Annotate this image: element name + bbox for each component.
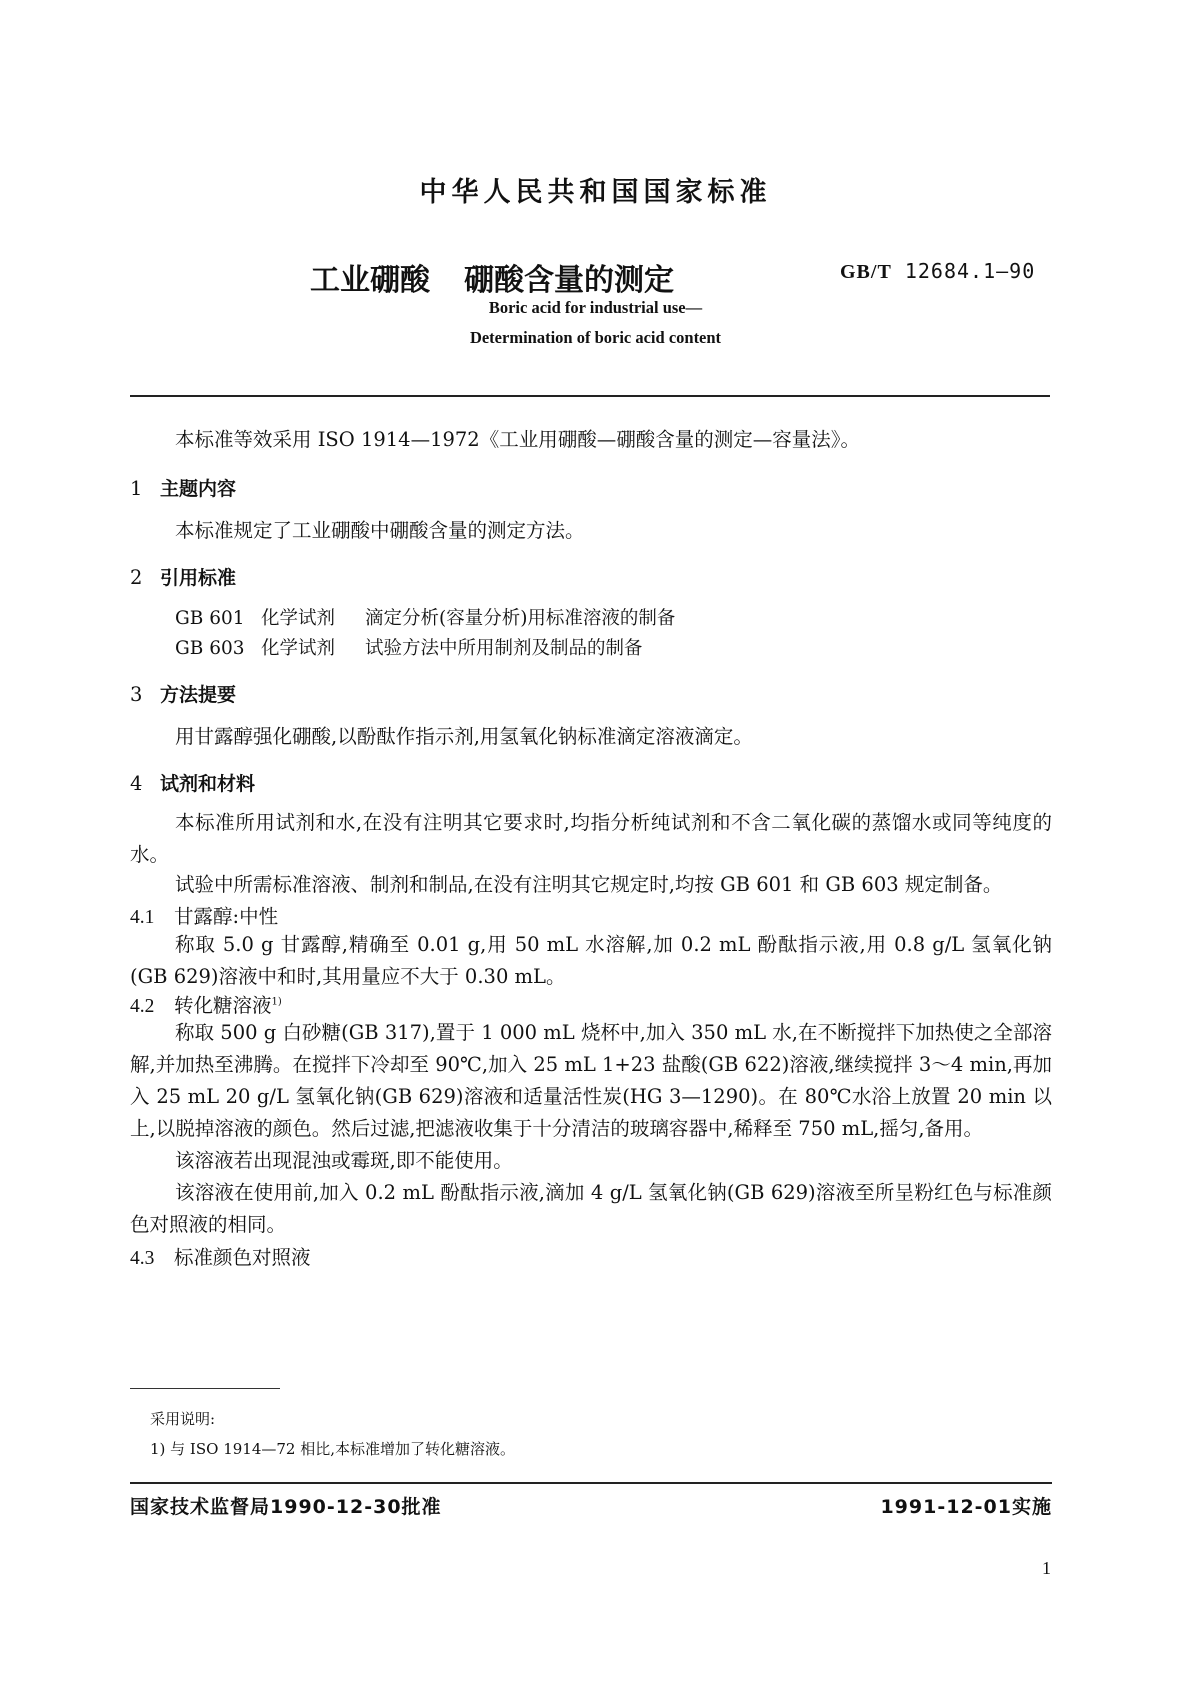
english-title-line-2: Determination of boric acid content bbox=[469, 328, 722, 347]
section-1-body: 本标准规定了工业硼酸中硼酸含量的测定方法。 bbox=[175, 519, 585, 542]
footnote-heading: 采用说明: bbox=[150, 1410, 216, 1428]
subsection-4-2-number: 4.2 bbox=[130, 996, 155, 1017]
section-4-heading bbox=[130, 769, 255, 796]
english-title-line-1: Boric acid for industrial use— bbox=[488, 298, 703, 317]
standard-code-number: 12684.1—90 bbox=[904, 259, 1036, 283]
section-2-heading bbox=[130, 563, 236, 590]
section-2-number: 2 bbox=[130, 566, 143, 589]
section-3-number: 3 bbox=[130, 683, 143, 706]
subsection-4-3-number: 4.3 bbox=[130, 1248, 155, 1269]
subsection-4-2-paragraph-1: 称取 500 g 白砂糖(GB 317),置于 1 000 mL 烧杯中,加入 350 mL 水,在不断搅拌下加热使之全部溶解,并加热至沸腾。在搅拌下冷却至 90℃,加入 25 mL 1+23 盐酸(GB 622)溶液,继续搅拌 3～4 min,再加入 25 mL 20 g/L 氢氧化钠(GB 629)溶液和适量活性炭(HG 3—1290)。在 80℃水浴上放置 20 min 以上,以脱掉溶液的颜色。然后过滤,把滤液收集于十分清洁的玻璃容器中,稀释至 750 mL,摇匀,备用。 bbox=[130, 1021, 1052, 1140]
section-4-number: 4 bbox=[130, 772, 143, 795]
reference-name: 滴定分析(容量分析)用标准溶液的制备 bbox=[365, 608, 676, 629]
reference-category: 化学试剂 bbox=[261, 638, 336, 659]
subsection-4-3-heading bbox=[130, 1242, 311, 1270]
subsection-4-1-body: 称取 5.0 g 甘露醇,精确至 0.01 g,用 50 mL 水溶解,加 0.2 mL 酚酞指示液,用 0.8 g/L 氢氧化钠(GB 629)溶液中和时,其用量应不大于 0.30 mL。 bbox=[130, 933, 1052, 988]
subsection-4-3-title: 标准颜色对照液 bbox=[174, 1246, 311, 1269]
subsection-4-2-paragraph-2: 该溶液若出现混浊或霉斑,即不能使用。 bbox=[175, 1149, 513, 1172]
reference-row bbox=[175, 634, 643, 660]
subsection-4-2-heading bbox=[130, 990, 282, 1018]
reference-name: 试验方法中所用制剂及制品的制备 bbox=[365, 638, 643, 659]
section-1-number: 1 bbox=[130, 477, 143, 500]
reference-code: GB 603 bbox=[175, 638, 245, 659]
reference-code: GB 601 bbox=[175, 608, 245, 629]
page-number: 1 bbox=[1042, 1558, 1051, 1578]
reference-category: 化学试剂 bbox=[261, 608, 336, 629]
section-3-body: 用甘露醇强化硼酸,以酚酞作指示剂,用氢氧化钠标准滴定溶液滴定。 bbox=[175, 725, 753, 748]
section-4-title: 试剂和材料 bbox=[160, 773, 256, 795]
title-part-2: 硼酸含量的测定 bbox=[464, 263, 674, 298]
footer-divider bbox=[130, 1482, 1052, 1484]
section-4-paragraph-1: 本标准所用试剂和水,在没有注明其它要求时,均指分析纯试剂和不含二氧化碳的蒸馏水或同等纯度的水。 bbox=[130, 811, 1052, 866]
national-standard-heading: 中华人民共和国国家标准 bbox=[419, 177, 772, 208]
subsection-4-1-title: 甘露醇:中性 bbox=[174, 905, 279, 928]
section-3-title: 方法提要 bbox=[160, 684, 237, 706]
footnote-divider bbox=[130, 1388, 280, 1389]
subsection-4-2-title: 转化糖溶液 bbox=[174, 994, 272, 1017]
intro-paragraph: 本标准等效采用 ISO 1914—1972《工业用硼酸—硼酸含量的测定—容量法》。 bbox=[175, 428, 860, 451]
standard-code-prefix: GB/T bbox=[840, 261, 892, 283]
title-part-1: 工业硼酸 bbox=[310, 263, 430, 298]
document-title bbox=[310, 255, 674, 299]
reference-row bbox=[175, 604, 675, 630]
standard-code bbox=[840, 259, 1035, 284]
section-1-heading bbox=[130, 474, 236, 501]
subsection-4-1-heading bbox=[130, 901, 278, 929]
section-1-title: 主题内容 bbox=[160, 478, 237, 500]
footnote-marker: 1) bbox=[271, 996, 282, 1008]
header-divider bbox=[130, 395, 1050, 397]
section-4-paragraph-2: 试验中所需标准溶液、制剂和制品,在没有注明其它规定时,均按 GB 601 和 GB 603 规定制备。 bbox=[175, 873, 1003, 896]
section-3-heading bbox=[130, 680, 236, 707]
subsection-4-1-number: 4.1 bbox=[130, 907, 155, 928]
subsection-4-2-paragraph-3: 该溶液在使用前,加入 0.2 mL 酚酞指示液,滴加 4 g/L 氢氧化钠(GB 629)溶液至所呈粉红色与标准颜色对照液的相同。 bbox=[130, 1181, 1052, 1236]
footnote-text: 1) 与 ISO 1914—72 相比,本标准增加了转化糖溶液。 bbox=[150, 1440, 515, 1458]
approval-date: 国家技术监督局1990-12-30批准 bbox=[130, 1496, 442, 1518]
effective-date: 1991-12-01实施 bbox=[880, 1496, 1052, 1518]
section-2-title: 引用标准 bbox=[160, 567, 237, 589]
